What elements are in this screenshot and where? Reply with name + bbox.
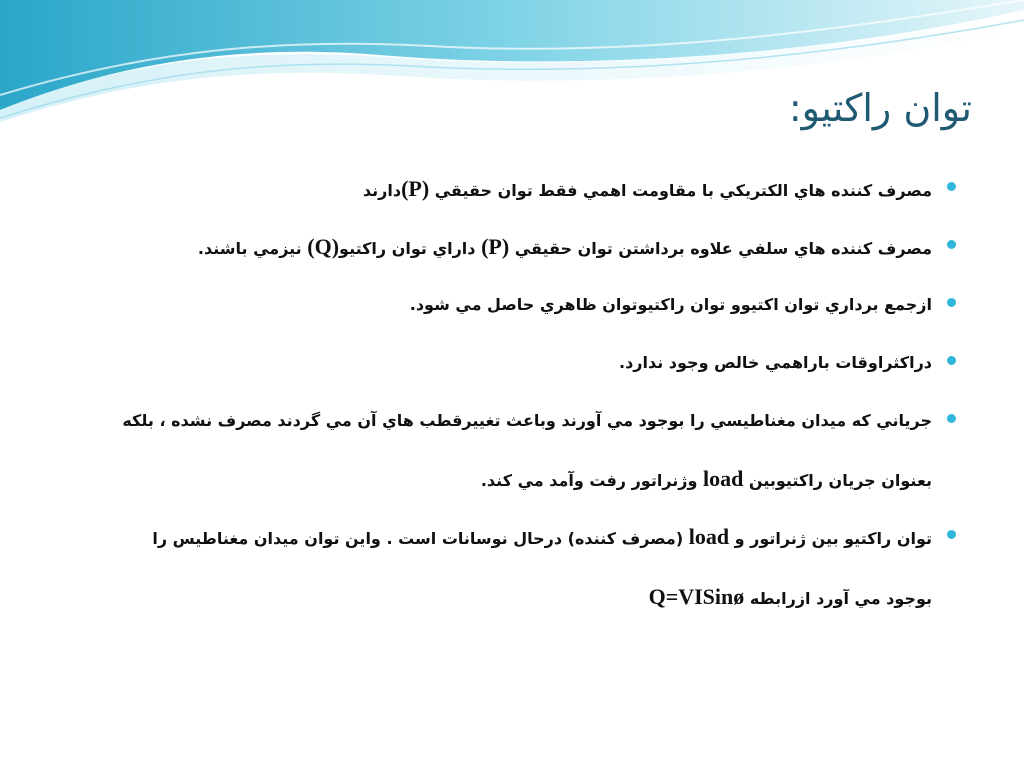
latin-term: (P) xyxy=(401,176,430,201)
latin-term: (P) xyxy=(481,234,510,259)
bullet-dot-icon xyxy=(947,414,956,423)
list-item xyxy=(70,334,932,392)
list-item xyxy=(70,276,932,334)
latin-term: load xyxy=(703,466,744,491)
bullet-list xyxy=(70,160,932,624)
bullet-text-line-2: بوجود مي آورد ازرابطه Q=VISinø xyxy=(648,584,932,609)
list-item xyxy=(70,508,932,624)
latin-term: (Q) xyxy=(307,234,340,259)
list-item xyxy=(70,392,932,508)
bullet-dot-icon xyxy=(947,530,956,539)
bullet-text: مصرف کننده هاي سلفي علاوه برداشتن توان حقيقي (P) داراي توان راکتيو(Q) نيزمي باشند. xyxy=(197,234,932,259)
bullet-dot-icon xyxy=(947,240,956,249)
slide-title: توان راکتیو: xyxy=(788,86,972,130)
bullet-dot-icon xyxy=(947,298,956,307)
bullet-text: ازجمع برداري توان اکتيوو توان راکتيوتوان ظاهري حاصل مي شود. xyxy=(409,295,932,314)
list-item xyxy=(70,160,932,218)
bullet-text: دراکثراوقات باراهمي خالص وجود ندارد. xyxy=(618,353,932,372)
latin-term: Q=VISinø xyxy=(648,584,745,609)
bullet-dot-icon xyxy=(947,182,956,191)
list-item xyxy=(70,218,932,276)
bullet-text-line-1: توان راکتيو بين ژنراتور و load (مصرف کننده) درحال نوسانات است . واين توان ميدان مغناطيس را xyxy=(152,524,932,549)
bullet-dot-icon xyxy=(947,356,956,365)
latin-term: load xyxy=(688,524,730,549)
bullet-text: مصرف کننده هاي الکتريکي با مقاومت اهمي فقط توان حقيقي (P)دارند xyxy=(362,176,932,201)
bullet-text-line-1: جرياني که ميدان مغناطيسي را بوجود مي آورند وباعث تغييرقطب هاي آن مي گردند مصرف نشده ، بلکه xyxy=(122,411,932,430)
bullet-text-line-2: بعنوان جريان راکتيوبين load وژنراتور رفت وآمد مي کند. xyxy=(480,466,932,491)
